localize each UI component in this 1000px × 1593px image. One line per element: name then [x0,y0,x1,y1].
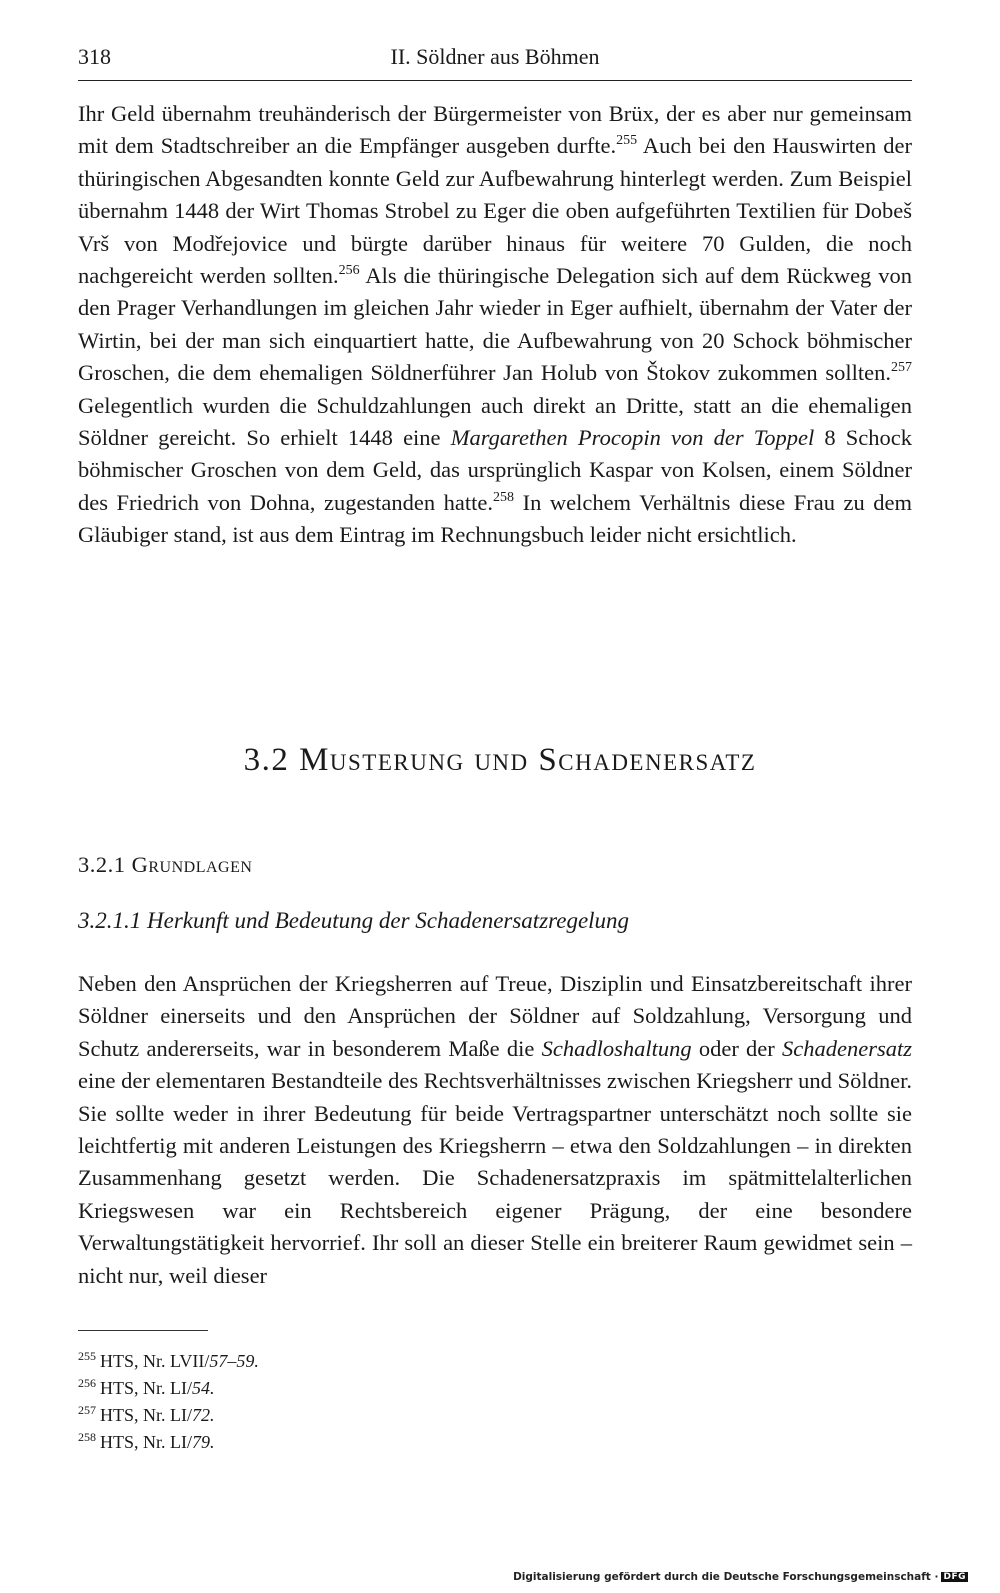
subsection-title: 3.2.1 Grundlagen [78,852,253,877]
body-paragraph-1 [78,98,912,552]
dfg-logo: DFG [943,1572,966,1582]
credit-text: Digitalisierung gefördert durch die Deutsche Forschungsgemeinschaft · [513,1571,939,1583]
footnote-number: 256 [78,1376,96,1390]
text-run: oder der [691,1035,783,1061]
text-run: Als die thüringische Delegation sich auf dem Rückweg von den Prager Verhandlungen im gleichen Jahr wieder in Eger aufhielt, übernahm der Vater der Wirtin, bei der man sich einquartiert hatte, die Aufbewahrung von 20 Schock böhmischer Groschen, die dem ehemaligen Söldnerführer Jan Holub von Štokov zukommen sollten. [78,263,912,386]
footnote-ref-256[interactable]: 256 [338,263,360,279]
section-title: 3.2 Musterung und Schadenersatz [243,742,757,778]
italic-name: Margarethen Procopin von der Toppel [450,425,815,451]
body-paragraph-2 [78,968,912,1292]
footnote-text: HTS, Nr. LVII/ [100,1351,210,1371]
page-header [78,40,912,81]
text-run: 8 Schock böhmischer Groschen von dem Geld, das ursprünglich Kaspar von Kolsen, einem Söldner des Friedrich von Dohna, zugestanden hatte. [78,425,912,515]
footnote-pages: 57–59. [209,1351,259,1371]
text-run: Ihr Geld übernahm treuhänderisch der Bürgermeister von Brüx, der es aber nur gemeinsam mit dem Stadtschreiber an die Empfänger ausgeben durfte. [78,101,912,159]
footnote-257 [78,1402,259,1429]
footnote-text: HTS, Nr. LI/ [100,1405,192,1425]
footnote-ref-255[interactable]: 255 [616,133,638,149]
page-number: 318 [78,44,111,69]
italic-term: Schadloshaltung [541,1035,692,1061]
footnote-ref-258[interactable]: 258 [493,489,515,505]
footnote-pages: 79. [192,1432,215,1452]
footnote-text: HTS, Nr. LI/ [100,1432,192,1452]
text-run: Neben den Ansprüchen der Kriegsherren auf Treue, Disziplin und Einsatzbereitschaft ihrer Söldner einerseits und den Ansprüchen der Söldner auf Soldzahlung, Versorgung und Schutz andererseits, war in besonderem Maße die [78,971,912,1061]
footnote-258 [78,1429,259,1456]
footnote-pages: 72. [192,1405,215,1425]
text-run: In welchem Verhältnis diese Frau zu dem Gläubiger stand, ist aus dem Eintrag im Rechnungsbuch leider nicht ersichtlich. [78,489,912,548]
footnote-255 [78,1348,259,1375]
footnote-256 [78,1375,259,1402]
footnote-ref-257[interactable]: 257 [891,360,912,376]
footnote-number: 257 [78,1403,96,1417]
footnote-pages: 54. [192,1378,215,1398]
running-head: II. Söldner aus Böhmen [390,44,600,69]
text-run: Gelegentlich wurden die Schuldzahlungen auch direkt an Dritte, statt an die ehemaligen Söldner gereicht. So erhielt 1448 eine [78,392,912,451]
footnote-number: 258 [78,1430,96,1444]
digitization-credit [513,1571,968,1583]
text-run: Auch bei den Hauswirten der thüringischen Abgesandten konnte Geld zur Aufbewahrung hinterlegt werden. Zum Beispiel übernahm 1448 der Wirt Thomas Strobel zu Eger die oben aufgeführten Textilien für Dobeš Vrš von Modřejovice und bürgte darüber hinaus für weitere 70 Gulden, die noch nachgereicht werden sollten. [78,133,912,289]
footnote-number: 255 [78,1349,96,1363]
italic-term: Schadenersatz [782,1035,913,1061]
footnote-text: HTS, Nr. LI/ [100,1378,192,1398]
footnote-divider [78,1330,208,1331]
subsubsection-title: 3.2.1.1 Herkunft und Bedeutung der Schadenersatzregelung [78,908,630,933]
footnotes [78,1348,259,1456]
text-run: eine der elementaren Bestandteile des Rechtsverhältnisses zwischen Kriegsherr und Söldner. Sie sollte weder in ihrer Bedeutung für beide Vertragspartner unterschätzt noch sollte sie leichtfertig mit anderen Leistungen des Kriegsherrn – etwa den Soldzahlungen – in direkten Zusammenhang gesetzt werden. Die Schadenersatzpraxis im spätmittelalterlichen Kriegswesen war ein Rechtsbereich eigener Prägung, der eine besondere Verwaltungstätigkeit hervorrief. Ihr soll an dieser Stelle ein breiterer Raum gewidmet sein – nicht nur, weil dieser [78,1068,912,1288]
